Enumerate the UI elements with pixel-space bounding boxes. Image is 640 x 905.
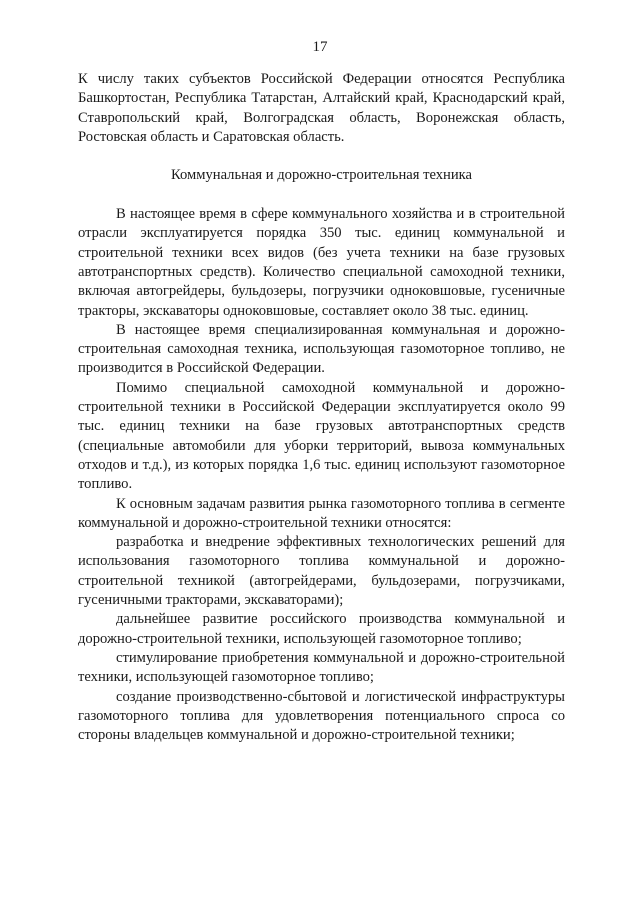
page-number: 17 (312, 39, 328, 55)
intro-paragraph: К числу таких субъектов Российской Федерации относятся Республика Башкортостан, Республика Татарстан, Алтайский край, Краснодарский край, Ставропольский край, Волгоградская область, Воронежская область, Ростовская область и Саратовская область. (78, 71, 565, 145)
list-item: стимулирование приобретения коммунальной и дорожно-строительной техники, использующей газомоторное топливо; (78, 649, 565, 686)
list-item: дальнейшее развитие российского производства коммунальной и дорожно-строительной техники, использующей газомоторное топливо; (78, 611, 565, 647)
body-paragraph: В настоящее время в сфере коммунального хозяйства и в строительной отрасли эксплуатируется порядка 350 тыс. единиц коммунальной и строительной техники всех видов (без учета техники на базе грузовых автотранспортных средств). Количество специальной самоходной техники, включая автогрейдеры, бульдозеры, погрузчики одноковшовые, гусеничные тракторы, экскаваторы одноковшовые, составляет около 38 тыс. единиц. (78, 206, 565, 319)
list-item: разработка и внедрение эффективных технологических решений для использования газомоторного топлива коммунальной и дорожно-строительной техникой (автогрейдерами, бульдозерами, погрузчиками, гусеничными тракторами, экскаваторами); (78, 534, 565, 609)
section-heading: Коммунальная и дорожно-строительная техника (170, 167, 473, 184)
body-paragraph: Помимо специальной самоходной коммунальной и дорожно-строительной техники в Российской Федерации эксплуатируется около 99 тыс. единиц техники на базе грузовых автотранспортных средств (специальные автомобили для уборки территорий, вывоза коммунальных отходов и т.д.), из которых порядка 1,6 тыс. единиц используют газомоторное топливо. (78, 379, 565, 493)
body-paragraph: В настоящее время специализированная коммунальная и дорожно-строительная самоходная техника, использующая газомоторное топливо, не производится в Российской Федерации. (78, 321, 565, 377)
document-body (78, 70, 565, 745)
list-item: создание производственно-сбытовой и логистической инфраструктуры газомоторного топлива для удовлетворения потенциального спроса со стороны владельцев коммунальной и дорожно-строительной техники; (78, 688, 565, 744)
body-paragraph: К основным задачам развития рынка газомоторного топлива в сегменте коммунальной и дорожно-строительной техники относятся: (78, 495, 565, 531)
